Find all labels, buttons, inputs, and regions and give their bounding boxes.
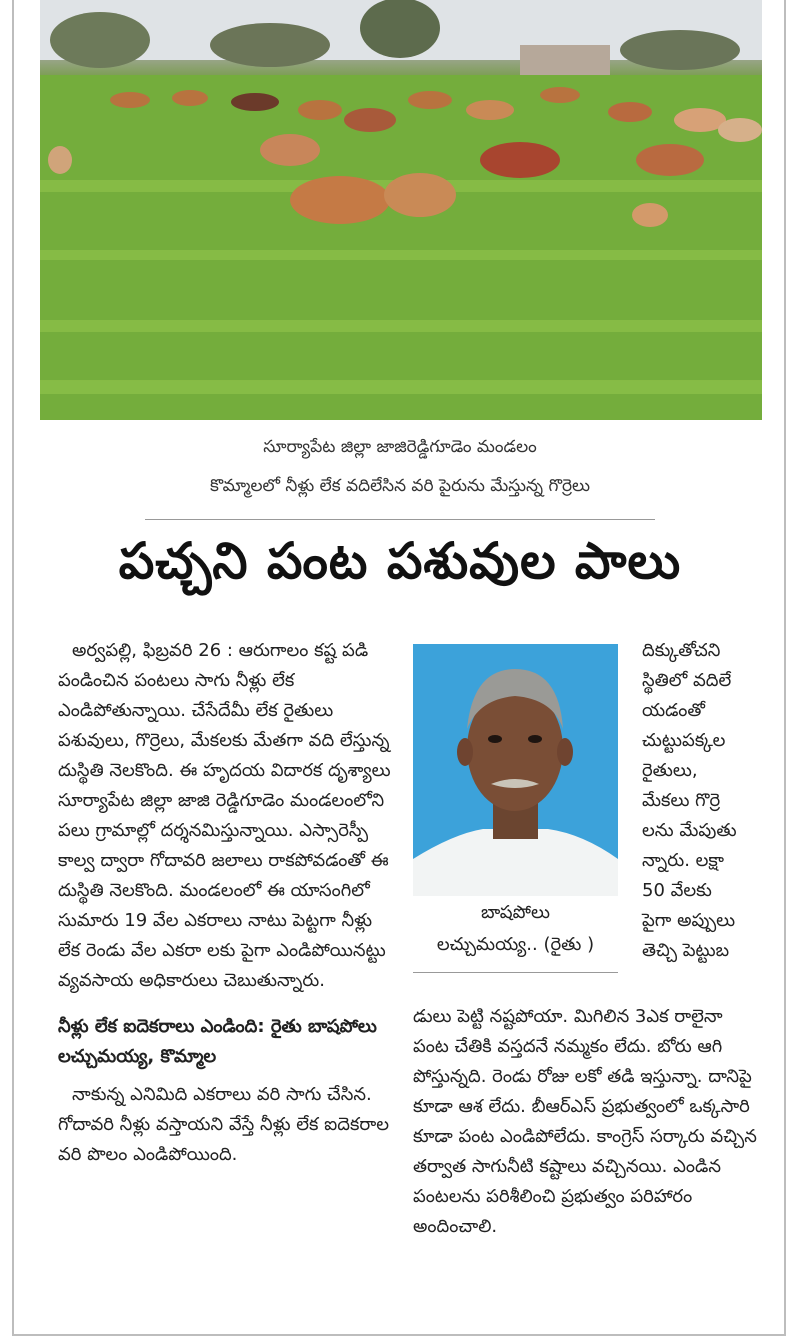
left-subhead: నీళ్లు లేక ఐదెకరాలు ఎండింది: రైతు బాషపోలు లచ్చుమయ్య, కొమ్మాల	[58, 1016, 377, 1067]
narrow-line: దిక్కుతోచని	[642, 640, 721, 661]
field-photo	[40, 0, 762, 420]
portrait-caption-title: లచ్చుమయ్య.. (రైతు )	[436, 934, 595, 955]
farmer-portrait	[413, 644, 618, 896]
left-column	[58, 636, 393, 1170]
portrait-caption-name: బాషపోలు	[481, 902, 550, 923]
photo-caption-line2: కొమ్మాలలో నీళ్లు లేక వదిలేసిన వరి పైరును మేస్తున్న గొర్రెలు	[209, 476, 590, 496]
narrow-line: స్థితిలో వదిలే	[642, 670, 732, 691]
narrow-line: న్నారు. లక్షా	[642, 850, 725, 871]
right-paragraph: డులు పెట్టి నష్టపోయా. మిగిలిన 3ఎక రాలైనా పంట చేతికి వస్తదనే నమ్మకం లేదు. బోరు ఆగి పోస్తున్నది. రెండు రోజు లకో తడి ఇస్తున్నా. దానిపై కూడా ఆశ లేదు. బీఆర్ఎస్ ప్రభుత్వంలో ఒక్కసారి కూడా పంట ఎండిపోలేదు. కాంగ్రెస్ సర్కారు వచ్చిన తర్వాత సాగునీటి కష్టాలు వచ్చినయి. ఎండిన పంటలను పరిశీలించి ప్రభుత్వం పరిహారం అందించాలి.	[413, 1006, 757, 1237]
right-wide-column	[413, 1002, 763, 1242]
caption-divider	[145, 519, 655, 520]
right-narrow-column	[642, 636, 762, 966]
headline: పచ్చని పంట పశువుల పాలు	[118, 532, 682, 590]
narrow-line: రైతులు,	[642, 760, 698, 781]
narrow-line: పైగా అప్పులు	[642, 910, 736, 931]
narrow-line: తెచ్చి పెట్టుబ	[642, 940, 730, 961]
narrow-line: లను మేపుతు	[642, 820, 737, 841]
narrow-line: చుట్టుపక్కల	[642, 730, 726, 751]
photo-caption-line1: సూర్యాపేట జిల్లా జాజిరెడ్డిగూడెం మండలం	[263, 437, 537, 457]
narrow-line: యడంతో	[642, 700, 705, 721]
portrait-illustration	[413, 644, 618, 896]
narrow-line: మేకలు గొర్రె	[642, 790, 721, 811]
field-illustration	[40, 0, 762, 420]
left-paragraph-2: నాకున్న ఎనిమిది ఎకరాలు వరి సాగు చేసిన. గోదావరి నీళ్లు వస్తాయని వేస్తే నీళ్లు లేక ఐదెకరాల వరి పొలం ఎండిపోయింది.	[58, 1084, 389, 1165]
left-paragraph-1: అర్వపల్లి, ఫిబ్రవరి 26 : ఆరుగాలం కష్ట పడి పండించిన పంటలు సాగు నీళ్లు లేక ఎండిపోతున్నాయి. చేసేదేమీ లేక రైతులు పశువులు, గొర్రెలు, మేకలకు మేతగా వది లేస్తున్న దుస్థితి నెలకొంది. ఈ హృదయ విదారక దృశ్యాలు సూర్యాపేట జిల్లా జాజి రెడ్డిగూడెం మండలంలోని పలు గ్రామాల్లో దర్శనమిస్తున్నాయి. ఎస్సారెస్పీ కాల్వ ద్వారా గోదావరి జలాలు రాకపోవడంతో ఈ దుస్థితి నెలకొంది. మండలంలో ఈ యాసంగిలో సుమారు 19 వేల ఎకరాలు నాటు పెట్టగా నీళ్లు లేక రెండు వేల ఎకరా లకు పైగా ఎండిపోయినట్టు వ్యవసాయ అధికారులు చెబుతున్నారు.	[58, 640, 391, 991]
portrait-divider	[413, 972, 618, 973]
narrow-line: 50 వేలకు	[642, 880, 712, 901]
